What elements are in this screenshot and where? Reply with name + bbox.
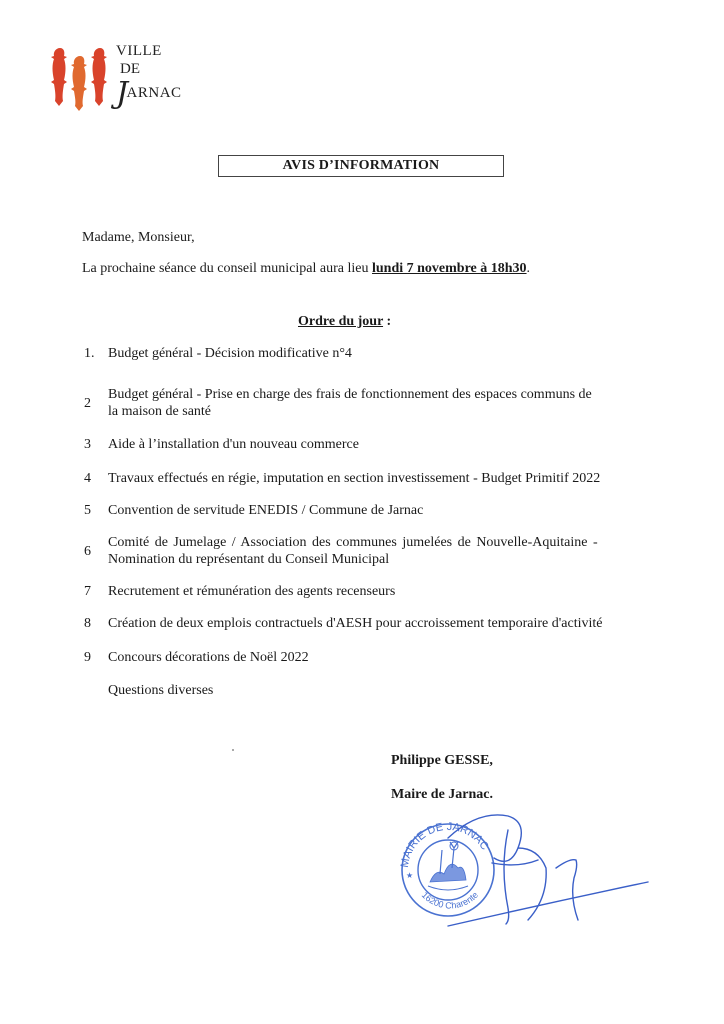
agenda-heading-label: Ordre du jour [298, 314, 384, 329]
logo-jarnac-rest: ARNAC [126, 85, 182, 101]
questions-diverses: Questions diverses [108, 683, 214, 698]
meeting-announcement [82, 260, 530, 277]
stamp-bottom-text: 16200 Charente [419, 889, 481, 911]
scan-speck [232, 749, 234, 751]
agenda-item-text: Budget général - Prise en charge des frais de fonctionnement des espaces communs de [108, 387, 592, 402]
mayor-name: Philippe GESSE, [391, 753, 493, 768]
agenda-item-text: Création de deux emplois contractuels d'AESH pour accroissement temporaire d'activité [108, 616, 603, 631]
logo-ville: VILLE [116, 43, 162, 59]
agenda-item-text-cont: Nomination du représentant du Conseil Municipal [108, 552, 390, 567]
fish-emblem-icon [50, 46, 112, 112]
stamp-star-icon: ★ [406, 871, 414, 880]
salutation: Madame, Monsieur, [82, 230, 195, 245]
agenda-item-text: Aide à l’installation d'un nouveau commerce [108, 437, 359, 452]
agenda-item-text: Recrutement et rémunération des agents recenseurs [108, 584, 396, 599]
agenda-item-text: Concours décorations de Noël 2022 [108, 650, 309, 665]
agenda-item-number: 5 [84, 503, 91, 518]
agenda-item-number: 4 [84, 471, 91, 486]
meeting-date: lundi 7 novembre à 18h30 [372, 261, 527, 276]
city-logo [50, 42, 180, 112]
agenda-heading-suffix: : [383, 314, 392, 329]
agenda-item-text: Travaux effectués en régie, imputation en section investissement - Budget Primitif 2022 [108, 471, 601, 486]
agenda-item-text: Budget général - Décision modificative n°4 [108, 346, 352, 361]
agenda-item-text: Convention de servitude ENEDIS / Commune de Jarnac [108, 503, 424, 518]
agenda-item-number: 7 [84, 584, 91, 599]
official-stamp-and-signature [398, 808, 658, 928]
logo-de: DE [120, 61, 140, 77]
document-title: AVIS D’INFORMATION [218, 155, 504, 177]
agenda-item-number: 3 [84, 437, 91, 452]
agenda-item-number: 1. [84, 346, 95, 361]
agenda-item-number: 2 [84, 396, 91, 411]
agenda-item-text: Comité de Jumelage / Association des communes jumelées de Nouvelle-Aquitaine - [108, 535, 598, 550]
agenda-item-number: 6 [84, 544, 91, 559]
stamp-top-text: MAIRIE DE JARNAC [398, 820, 491, 869]
agenda-item-number: 9 [84, 650, 91, 665]
agenda-item-number: 8 [84, 616, 91, 631]
intro-suffix: . [526, 261, 531, 276]
logo-jarnac-initial: J [116, 76, 129, 111]
mayor-title: Maire de Jarnac. [391, 787, 493, 802]
intro-prefix: La prochaine séance du conseil municipal aura lieu [82, 261, 372, 276]
agenda-heading [298, 313, 391, 330]
logo-jarnac [116, 76, 182, 111]
agenda-item-text-cont: la maison de santé [108, 404, 212, 419]
logo-text [116, 44, 182, 109]
